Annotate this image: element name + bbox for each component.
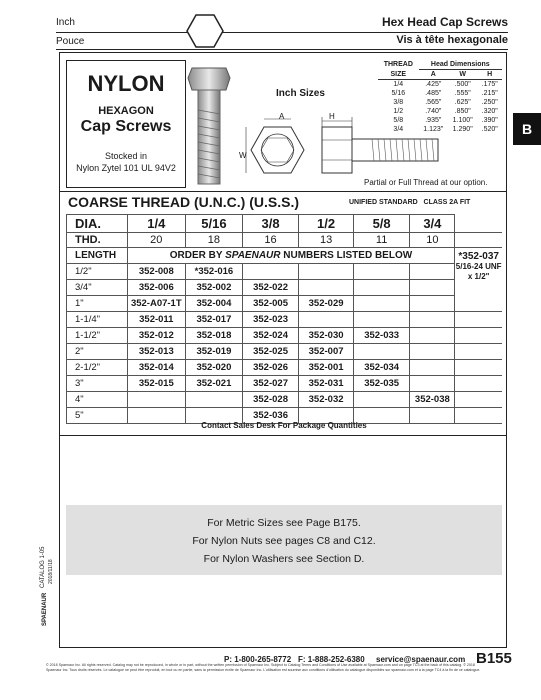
dim-cell: 5/8 [393, 117, 404, 124]
dia-size: 1/2 [299, 215, 354, 233]
length-label: LENGTH [67, 248, 128, 264]
catalog-date: 2018/11/18 [48, 559, 54, 584]
title-nylon: NYLON [87, 71, 165, 96]
header-rule-bottom [56, 49, 508, 50]
dim-label-h: H [329, 112, 335, 121]
note-nylon-nuts: For Nylon Nuts see pages C8 and C12. [192, 535, 376, 547]
dim-cell: 3/4 [393, 126, 404, 133]
thd-count: 16 [242, 233, 299, 248]
part-cell: 352-014 [127, 360, 185, 376]
dia-size: 3/4 [410, 215, 455, 233]
part-cell [353, 392, 410, 408]
part-cell: 352-024 [242, 328, 299, 344]
dia-size: 5/8 [353, 215, 410, 233]
dim-cell: .175" [481, 81, 498, 88]
coarse-thread-title: COARSE THREAD (U.N.C.) (U.S.S.) [68, 194, 299, 210]
hex-logo-icon [186, 13, 224, 49]
dim-header-thread: THREAD [383, 61, 413, 69]
dim-cell: .320" [481, 108, 498, 115]
length-cell: 3/4" [67, 280, 128, 296]
part-cell: 352-021 [186, 376, 243, 392]
part-cell: 352-032 [299, 392, 354, 408]
side-spacer [455, 392, 502, 408]
part-cell [127, 392, 185, 408]
table-row [67, 360, 503, 376]
dim-header-size: SIZE [390, 70, 407, 78]
part-cell [299, 312, 354, 328]
part-cell: 352-006 [127, 280, 185, 296]
table-row [67, 328, 503, 344]
inch-sizes-label: Inch Sizes [276, 88, 325, 99]
part-cell [353, 264, 410, 280]
part-cell: 352-030 [299, 328, 354, 344]
part-number-table [66, 214, 502, 424]
part-cell [410, 376, 455, 392]
part-cell [410, 328, 455, 344]
special-part-desc2: x 1/2" [467, 272, 490, 281]
part-cell: 352-031 [299, 376, 354, 392]
part-cell: 352-036 [242, 408, 299, 424]
part-cell: 352-005 [242, 296, 299, 312]
dim-col-a: A [430, 71, 436, 78]
header-rule [56, 32, 508, 33]
part-cell [353, 280, 410, 296]
dim-cell: .500" [454, 81, 471, 88]
thd-count: 13 [299, 233, 354, 248]
part-cell: 352-004 [186, 296, 243, 312]
title-box [66, 60, 186, 188]
part-cell: 352-027 [242, 376, 299, 392]
part-cell: 352-012 [127, 328, 185, 344]
dim-cell: .935" [425, 117, 442, 124]
length-cell: 1" [67, 296, 128, 312]
dim-row [378, 116, 502, 125]
footer-phone: P: 1-800-265-8772 [224, 655, 292, 664]
dim-cell: .215" [481, 90, 498, 97]
length-cell: 2-1/2" [67, 360, 128, 376]
side-spacer [455, 344, 502, 360]
thread-option-caption: Partial or Full Thread at our option. [364, 178, 488, 187]
table-row [67, 376, 503, 392]
dim-label-a: A [279, 112, 285, 121]
dim-cell: .555" [454, 90, 471, 97]
order-by-text: ORDER BY [169, 250, 223, 261]
dia-size: 5/16 [186, 215, 243, 233]
thd-count: 10 [410, 233, 455, 248]
part-cell [410, 280, 455, 296]
part-cell [410, 360, 455, 376]
part-cell: 352-019 [186, 344, 243, 360]
brand-name: SPAENAUR [225, 250, 281, 261]
length-cell: 5" [67, 408, 128, 424]
catalog-label: CATALOG 1-05 [40, 546, 46, 588]
dim-cell: 1.100" [452, 117, 473, 124]
dim-cell: .565" [425, 99, 442, 106]
side-spacer [455, 328, 502, 344]
length-cell: 1-1/4" [67, 312, 128, 328]
part-cell: 352-038 [410, 392, 455, 408]
part-cell [186, 392, 243, 408]
part-cell [410, 344, 455, 360]
bolt-photo-icon [186, 60, 234, 190]
part-cell [353, 344, 410, 360]
table-row [67, 264, 503, 280]
part-cell: 352-002 [186, 280, 243, 296]
dim-cell: .740" [425, 108, 442, 115]
dim-label-w: W [239, 151, 247, 160]
thd-count: 18 [186, 233, 243, 248]
table-row [67, 344, 503, 360]
part-cell: 352-020 [186, 360, 243, 376]
table-row [67, 296, 503, 312]
side-spacer [455, 376, 502, 392]
part-cell: 352-001 [299, 360, 354, 376]
dia-size: 3/8 [242, 215, 299, 233]
part-cell [299, 280, 354, 296]
length-cell: 3" [67, 376, 128, 392]
header-unit-en: Inch [56, 17, 75, 28]
note-nylon-washers: For Nylon Washers see Section D. [203, 553, 365, 565]
thd-label: THD. [67, 233, 128, 248]
part-cell [410, 312, 455, 328]
part-cell: 352-A07-1T [127, 296, 185, 312]
part-cell: 352-013 [127, 344, 185, 360]
brand-vertical: SPAENAUR [42, 592, 48, 626]
stock-line2: Nylon Zytel 101 UL 94V2 [76, 163, 176, 173]
head-dimensions-table [378, 60, 502, 134]
part-cell: 352-026 [242, 360, 299, 376]
footer-fax: F: 1-888-252-6380 [298, 655, 365, 664]
dim-cell: .390" [481, 117, 498, 124]
header-unit-fr: Pouce [56, 36, 85, 47]
dim-cell: .520" [481, 126, 498, 133]
part-cell: 352-022 [242, 280, 299, 296]
dim-cell: 3/8 [393, 99, 404, 106]
length-cell: 4" [67, 392, 128, 408]
length-cell: 1/2" [67, 264, 128, 280]
section-tab[interactable]: B [513, 113, 541, 145]
dim-cell: .250" [481, 99, 498, 106]
part-cell: 352-018 [186, 328, 243, 344]
unified-standard-note: UNIFIED STANDARD CLASS 2A FIT [349, 199, 471, 206]
part-cell: 352-008 [127, 264, 185, 280]
dim-cell: .850" [454, 108, 471, 115]
dim-cell: 1/2 [393, 108, 404, 115]
part-cell: 352-028 [242, 392, 299, 408]
table-row [67, 312, 503, 328]
part-cell [242, 264, 299, 280]
part-cell: 352-017 [186, 312, 243, 328]
table-row [67, 392, 503, 408]
stock-line1: Stocked in [104, 151, 148, 161]
dim-row [378, 98, 502, 107]
note-metric: For Metric Sizes see Page B175. [207, 517, 361, 529]
legal-notice: © 2018 Spaenaur Inc. All rights reserved. Catalog may not be reproduced, in whole or in part, without the written permission of Spaenaur Inc. Subject to Catalog Terms and Conditions of Use available at Spaenaur.com and on page TC3 at the back of this catalog. © 2018 Spaenaur Inc. Tous droits réservés. Le catalogue ne peut être reproduit, en tout ou en partie, sans la permission écrite de Spaenaur Inc. L'utilisation est soumise aux conditions d'utilisation du catalogue disponibles sur spaenaur.com et à la page TC4 à la fin de ce catalogue. [46, 663, 481, 672]
footer-email[interactable]: service@spaenaur.com [376, 655, 466, 664]
thd-count: 20 [127, 233, 185, 248]
part-cell [353, 312, 410, 328]
dim-cell: .625" [454, 99, 471, 106]
part-cell: 352-015 [127, 376, 185, 392]
table-row [67, 280, 503, 296]
title-cap-screws: Cap Screws [80, 118, 172, 135]
header-title-fr: Vis à tête hexagonale [396, 34, 508, 46]
dim-cell: 1.290" [452, 126, 473, 133]
dim-col-w: W [459, 71, 466, 78]
dim-row [378, 89, 502, 98]
length-cell: 2" [67, 344, 128, 360]
side-spacer [455, 360, 502, 376]
dim-cell: 5/16 [391, 90, 406, 97]
part-cell: 352-025 [242, 344, 299, 360]
special-part-cell [455, 248, 502, 312]
dia-size: 1/4 [127, 215, 185, 233]
stock-note [67, 150, 185, 174]
dim-col-h: H [487, 71, 493, 78]
title-hexagon: HEXAGON [98, 105, 154, 117]
part-cell [299, 264, 354, 280]
header-title-en: Hex Head Cap Screws [381, 15, 508, 29]
dim-header-head: Head Dimensions [419, 60, 502, 70]
part-cell: 352-029 [299, 296, 354, 312]
dim-row [378, 80, 502, 90]
order-by-rest: NUMBERS LISTED BELOW [283, 250, 413, 261]
part-cell [353, 296, 410, 312]
side-spacer [455, 312, 502, 328]
dim-row [378, 125, 502, 134]
special-part-code: *352-037 [458, 251, 499, 262]
part-cell: 352-033 [353, 328, 410, 344]
part-cell: 352-035 [353, 376, 410, 392]
order-by-header [127, 248, 455, 264]
thd-spacer [455, 233, 502, 248]
dia-spacer [455, 215, 502, 233]
dim-cell: 1/4 [393, 81, 404, 88]
special-part-desc1: 5/16-24 UNF [455, 262, 502, 271]
part-cell: 352-023 [242, 312, 299, 328]
contact-note: Contact Sales Desk For Package Quantities [201, 421, 367, 430]
dia-label: DIA. [67, 215, 128, 233]
divider [59, 435, 507, 436]
part-cell: *352-016 [186, 264, 243, 280]
dim-cell: .425" [425, 81, 442, 88]
dim-cell: 1.123" [423, 126, 444, 133]
part-cell [410, 264, 455, 280]
part-cell: 352-011 [127, 312, 185, 328]
dim-cell: .485" [425, 90, 442, 97]
dim-row [378, 107, 502, 116]
part-cell: 352-034 [353, 360, 410, 376]
thd-count: 11 [353, 233, 410, 248]
page-number: B155 [476, 650, 512, 667]
part-cell: 352-007 [299, 344, 354, 360]
part-cell [410, 296, 455, 312]
length-cell: 1-1/2" [67, 328, 128, 344]
divider [59, 191, 507, 192]
